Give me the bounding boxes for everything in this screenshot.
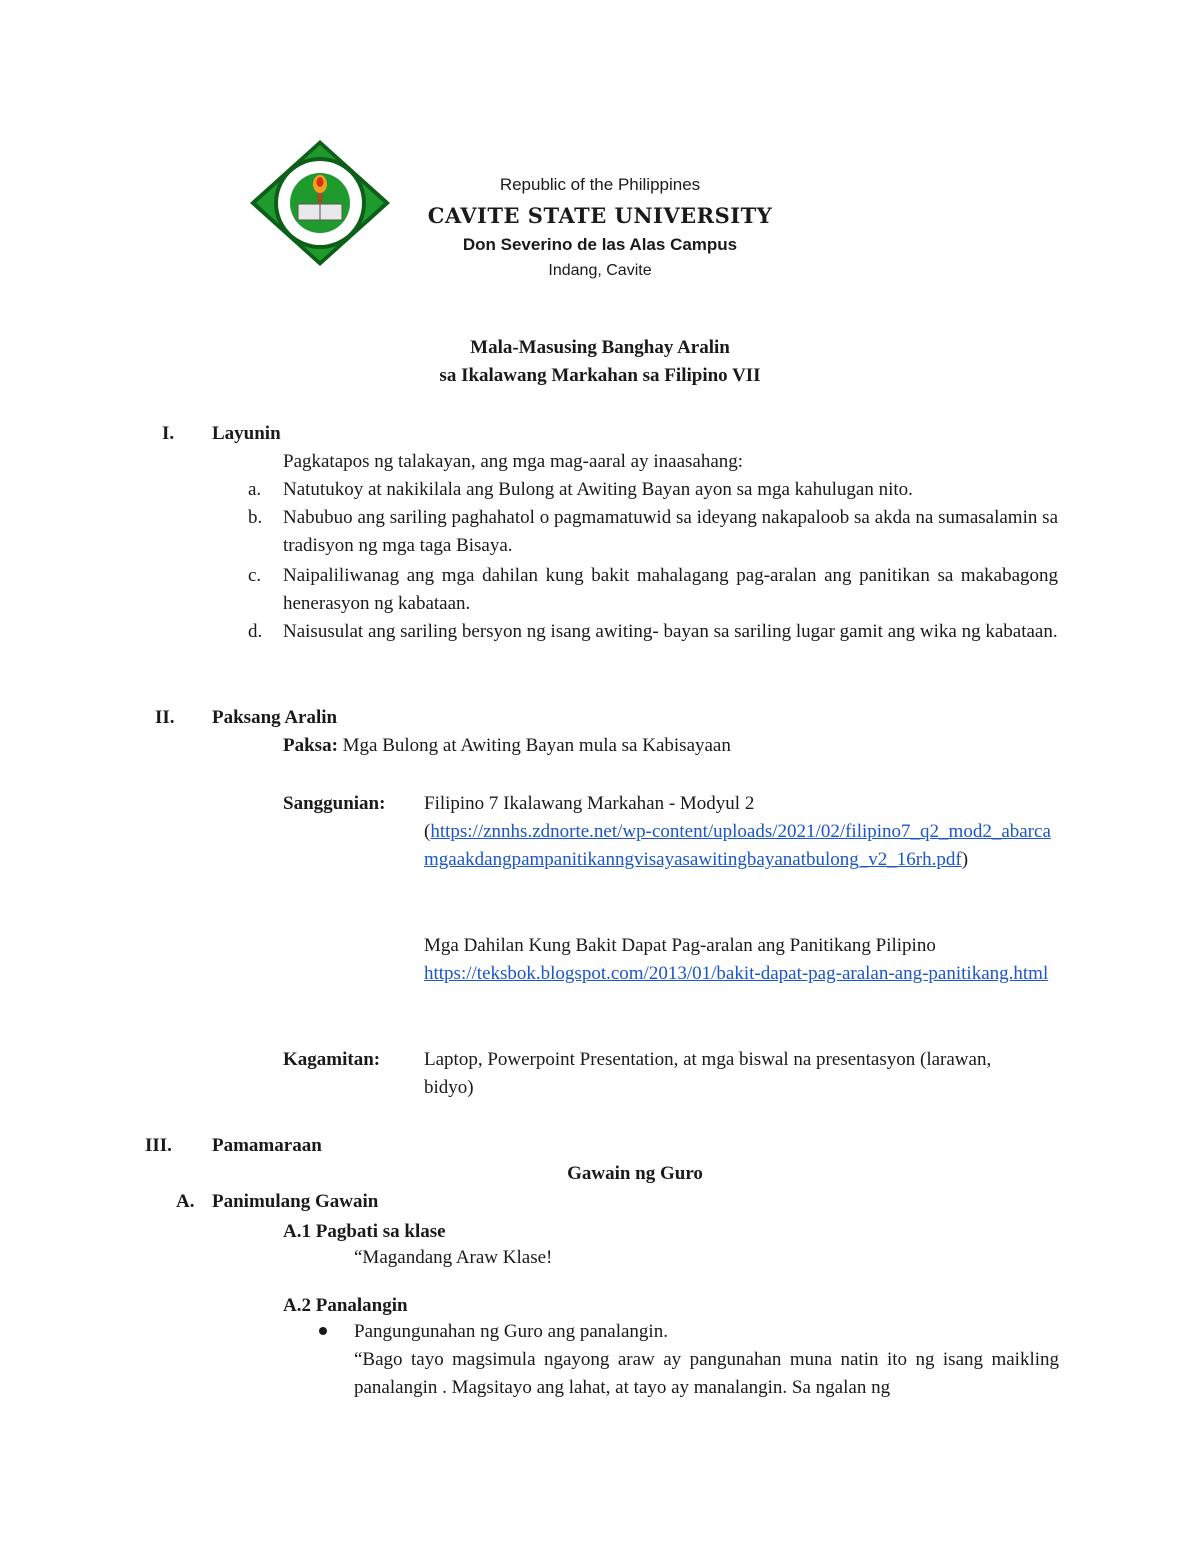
reference-1-title: Filipino 7 Ikalawang Markahan - Modyul 2: [424, 793, 755, 814]
paksa-text: Mga Bulong at Awiting Bayan mula sa Kabisayaan: [342, 735, 731, 756]
objective-marker-a: a.: [248, 479, 262, 500]
a2-heading: A.2 Panalangin: [283, 1295, 408, 1316]
section-3-numeral: III.: [145, 1135, 172, 1156]
paksa-label: Paksa:: [283, 735, 338, 756]
sanggunian-label: Sanggunian:: [283, 793, 386, 814]
objective-marker-b: b.: [248, 507, 263, 528]
section-1-heading: Layunin: [212, 423, 281, 444]
reference-2-link[interactable]: https://teksbok.blogspot.com/2013/01/bakit-dapat-pag-aralan-ang-panitikang.html: [424, 963, 1049, 984]
reference-1-open-paren: (: [424, 821, 431, 842]
lesson-plan-title: Mala-Masusing Banghay Aralin: [470, 337, 730, 358]
section-2-heading: Paksang Aralin: [212, 707, 338, 728]
a1-heading: A.1 Pagbati sa klase: [283, 1221, 446, 1242]
a1-greeting: “Magandang Araw Klase!: [354, 1247, 553, 1268]
kagamitan-text: Laptop, Powerpoint Presentation, at mga biswal na presentasyon (larawan, bidyo): [424, 1049, 992, 1098]
campus-name: Don Severino de las Alas Campus: [462, 235, 738, 254]
section-3-heading: Pamamaraan: [212, 1135, 322, 1156]
objective-item-c: Naipaliliwanag ang mga dahilan kung bakit mahalagang pag-aralan ang panitikan sa makabagong henerasyon ng kabataan.: [283, 565, 1058, 614]
sub-a-heading: Panimulang Gawain: [212, 1191, 379, 1212]
teacher-activity-heading: Gawain ng Guro: [567, 1163, 703, 1184]
reference-2-link-block: [424, 960, 1060, 988]
reference-1-close-paren: ): [961, 849, 969, 870]
prayer-text: “Bago tayo magsimula ngayong araw ay pangunahan muna natin ito ng isang maikling panalangin . Magsitayo ang lahat, at tayo ay manalangin. Sa ngalan ng: [354, 1349, 1059, 1398]
university-name: CAVITE STATE UNIVERSITY: [427, 203, 773, 228]
reference-1-link-block: [424, 818, 1060, 874]
sub-a-marker: A.: [176, 1191, 195, 1212]
campus-location: Indang, Cavite: [548, 262, 652, 279]
paksa-row: [283, 732, 1063, 760]
objective-marker-d: d.: [248, 621, 263, 642]
bullet-dot: [319, 1327, 327, 1335]
reference-2-title: Mga Dahilan Kung Bakit Dapat Pag-aralan ang Panitikang Pilipino: [424, 935, 936, 956]
objectives-intro: Pagkatapos ng talakayan, ang mga mag-aaral ay inaasahang:: [283, 451, 744, 472]
prayer-instruction: Pangungunahan ng Guro ang panalangin.: [354, 1321, 668, 1342]
kagamitan-label: Kagamitan:: [283, 1049, 381, 1070]
section-1-numeral: I.: [162, 423, 175, 444]
university-seal-logo: [248, 138, 392, 268]
objective-item-a: Natutukoy at nakikilala ang Bulong at Awiting Bayan ayon sa mga kahulugan nito.: [283, 479, 913, 500]
objective-marker-c: c.: [248, 565, 262, 586]
objective-item-d: Naisusulat ang sariling bersyon ng isang awiting- bayan sa sariling lugar gamit ang wika ng kabataan.: [283, 621, 1058, 642]
section-2-numeral: II.: [155, 707, 175, 728]
lesson-plan-subtitle: sa Ikalawang Markahan sa Filipino VII: [439, 365, 761, 386]
objective-item-b: Nabubuo ang sariling paghahatol o pagmamatuwid sa ideyang nakapaloob sa akda na sumasalamin sa tradisyon ng mga taga Bisaya.: [283, 507, 1058, 556]
republic-line: Republic of the Philippines: [499, 175, 701, 194]
reference-1-link[interactable]: https://znnhs.zdnorte.net/wp-content/uploads/2021/02/filipino7_q2_mod2_abarcamgaakdangpampanitikanngvisayasawitingbayanatbulong_v2_16rh.pdf: [424, 821, 1051, 870]
